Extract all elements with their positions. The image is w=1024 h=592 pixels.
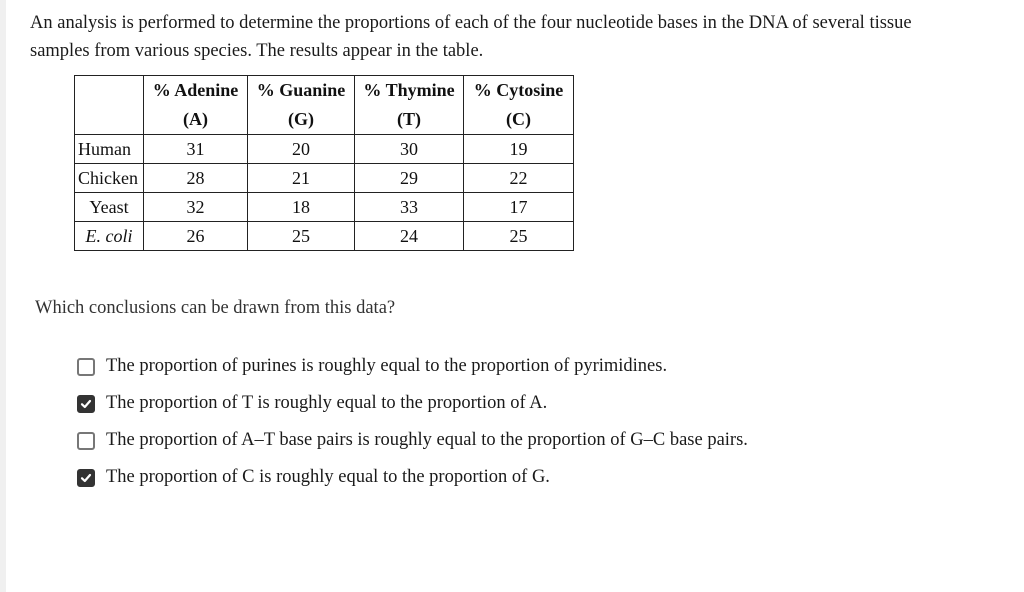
answer-option[interactable] [77,422,748,459]
checkmark-icon [80,398,92,410]
header-guanine: % Guanine (G) [248,76,355,135]
table-cell: 24 [355,222,464,251]
checkbox[interactable] [77,358,95,376]
answer-options [77,348,748,496]
intro-line-2: samples from various species. The results appear in the table. [30,41,484,61]
left-border [0,0,6,592]
table-cell: 17 [464,193,574,222]
table-row [75,222,574,251]
table-cell: 29 [355,164,464,193]
checkbox[interactable] [77,469,95,487]
question-intro [30,9,1000,65]
checkbox[interactable] [77,395,95,413]
table-cell: 22 [464,164,574,193]
row-label: Chicken [75,164,144,193]
table-cell: 31 [144,135,248,164]
table-cell: 32 [144,193,248,222]
table-corner-cell [75,76,144,135]
row-label: Human [75,135,144,164]
intro-line-1: An analysis is performed to determine the proportions of each of the four nucleotide bases in the DNA of several tissue [30,13,912,33]
table-cell: 21 [248,164,355,193]
question-prompt: Which conclusions can be drawn from this data? [35,298,396,318]
table-cell: 30 [355,135,464,164]
option-text: The proportion of C is roughly equal to the proportion of G. [106,467,550,487]
table-row [75,164,574,193]
row-label: E. coli [75,222,144,251]
header-cytosine: % Cytosine (C) [464,76,574,135]
answer-option[interactable] [77,385,748,422]
table-cell: 26 [144,222,248,251]
option-text: The proportion of A–T base pairs is roughly equal to the proportion of G–C base pairs. [106,430,748,450]
table-cell: 20 [248,135,355,164]
answer-option[interactable] [77,459,748,496]
table-cell: 28 [144,164,248,193]
option-text: The proportion of purines is roughly equal to the proportion of pyrimidines. [106,356,668,376]
header-adenine: % Adenine (A) [144,76,248,135]
table-row [75,193,574,222]
row-label: Yeast [75,193,144,222]
table-cell: 33 [355,193,464,222]
nucleotide-table [74,75,574,251]
option-text: The proportion of T is roughly equal to the proportion of A. [106,393,548,413]
table-cell: 19 [464,135,574,164]
header-thymine: % Thymine (T) [355,76,464,135]
table-cell: 18 [248,193,355,222]
answer-option[interactable] [77,348,748,385]
table-cell: 25 [464,222,574,251]
checkmark-icon [80,472,92,484]
table-header-row [75,76,574,135]
table-cell: 25 [248,222,355,251]
checkbox[interactable] [77,432,95,450]
table-row [75,135,574,164]
